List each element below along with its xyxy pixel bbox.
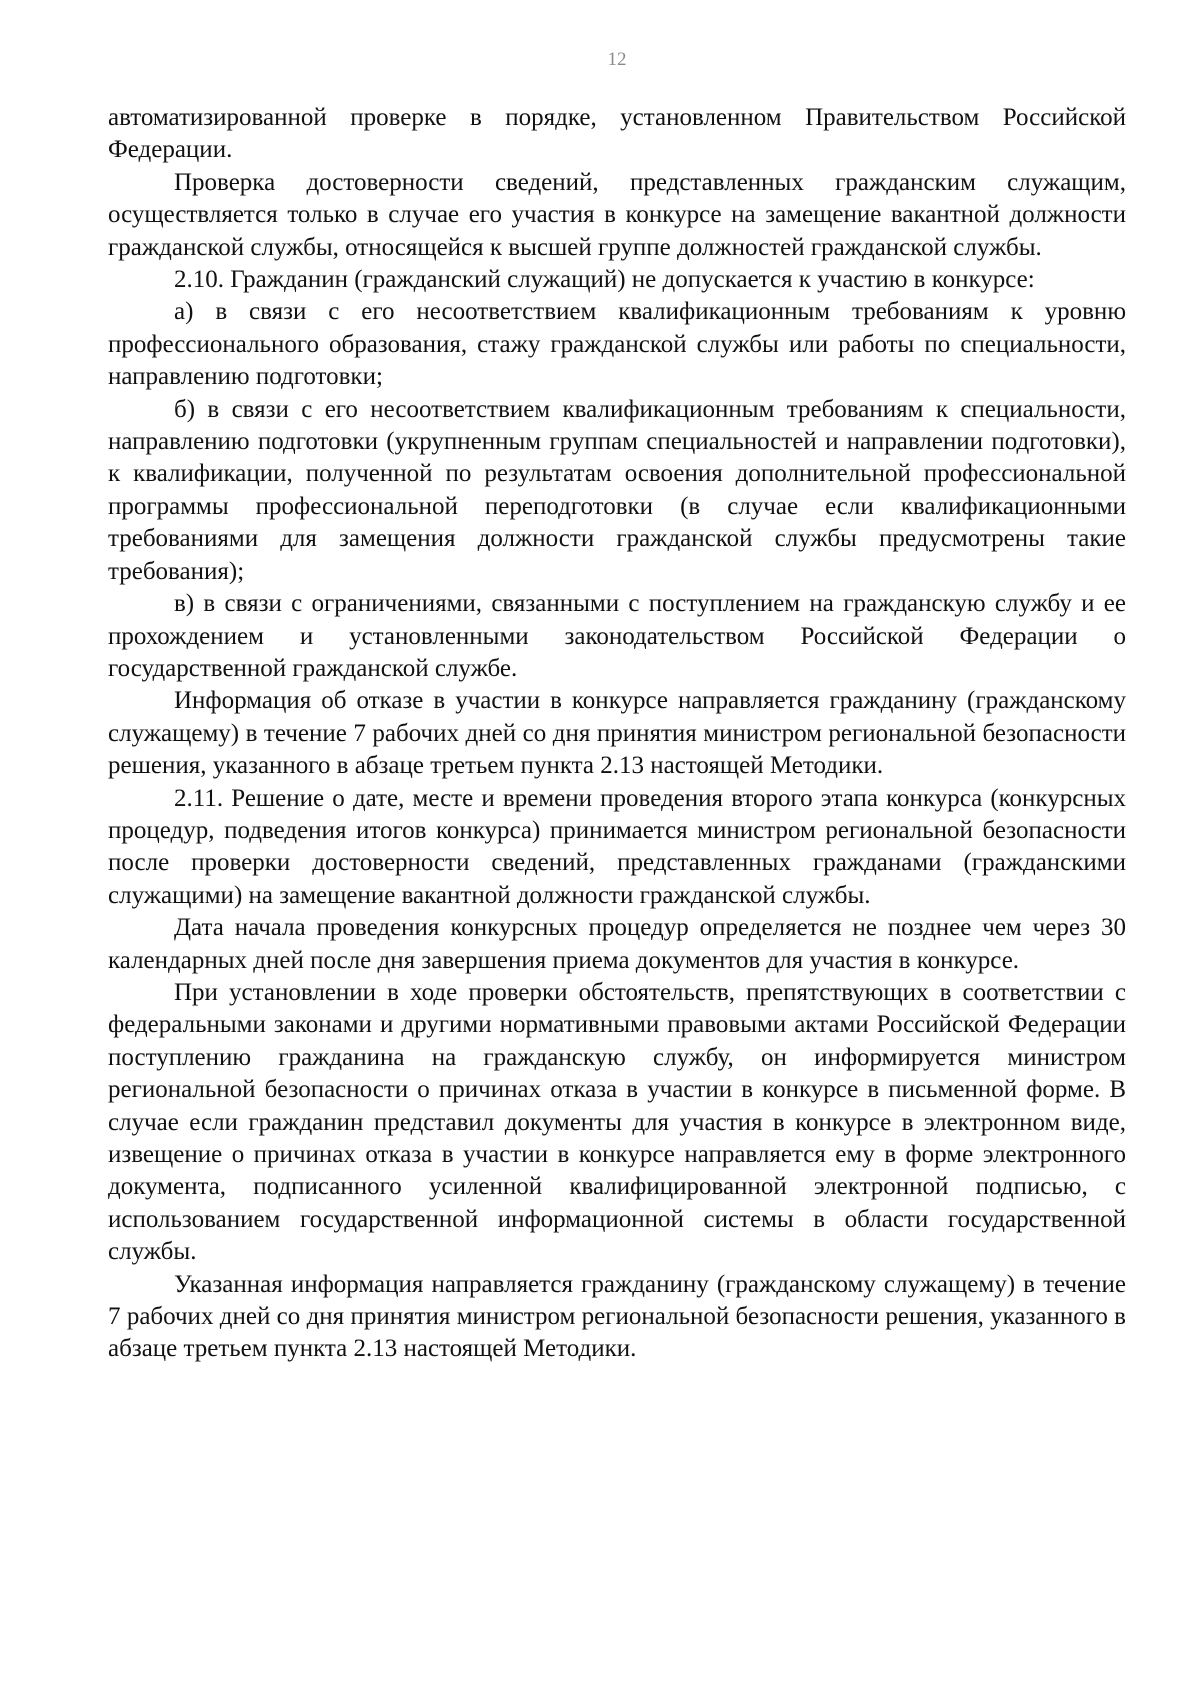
document-body <box>108 102 1126 1366</box>
page-number: 12 <box>607 49 627 70</box>
paragraph-2-11: 2.11. Решение о дате, месте и времени проведения второго этапа конкурса (конкурсных процедур, подведения итогов конкурса) принимается министром региональной безопасности после проверки достоверности сведений, представленных гражданами (гражданскими служащими) на замещение вакантной должности гражданской службы. <box>108 784 1126 909</box>
paragraph-circumstances: При установлении в ходе проверки обстоятельств, препятствующих в соответствии с федеральными законами и другими нормативными правовыми актами Российской Федерации поступлению гражданина на гражданскую службу, он информируется министром региональной безопасности о причинах отказа в участии в конкурсе в письменной форме. В случае если гражданин представил документы для участия в конкурсе в электронном виде, извещение о причинах отказа в участии в конкурсе направляется ему в форме электронного документа, подписанного усиленной квалифицированной электронной подписью, с использованием государственной информационной системы в области государственной службы. <box>108 978 1126 1266</box>
paragraph-continuation: автоматизированной проверке в порядке, установленном Правительством Российской Федерации. <box>108 104 1126 164</box>
paragraph-item-a: а) в связи с его несоответствием квалификационным требованиям к уровню профессионального образования, стажу гражданской службы или работы по специальности, направлению подготовки; <box>108 298 1126 391</box>
paragraph-start-date: Дата начала проведения конкурсных процедур определяется не позднее чем через 30 календарных дней после дня завершения приема документов для участия в конкурсе. <box>108 914 1126 974</box>
paragraph-item-b: б) в связи с его несоответствием квалификационным требованиям к специальности, направлению подготовки (укрупненным группам специальностей и направлении подготовки), к квалификации, полученной по результатам освоения дополнительной профессиональной программы профессиональной переподготовки (в случае если квалификационными требованиями для замещения должности гражданской службы предусмотрены такие требования); <box>108 395 1126 585</box>
paragraph-verification: Проверка достоверности сведений, представленных гражданским служащим, осуществляется только в случае его участия в конкурсе на замещение вакантной должности гражданской службы, относящейся к высшей группе должностей гражданской службы. <box>108 168 1126 261</box>
paragraph-refusal-info: Информация об отказе в участии в конкурсе направляется гражданину (гражданскому служащему) в течение 7 рабочих дней со дня принятия министром региональной безопасности решения, указанного в абзаце третьем пункта 2.13 настоящей Методики. <box>108 687 1126 780</box>
paragraph-2-10: 2.10. Гражданин (гражданский служащий) не допускается к участию в конкурсе: <box>174 266 1035 294</box>
paragraph-item-v: в) в связи с ограничениями, связанными с поступлением на гражданскую службу и ее прохождением и установленными законодательством Российской Федерации о государственной гражданской службе. <box>108 590 1126 682</box>
paragraph-info-sent: Указанная информация направляется гражданину (гражданскому служащему) в течение 7 рабочих дней со дня принятия министром региональной безопасности решения, указанного в абзаце третьем пункта 2.13 настоящей Методики. <box>108 1270 1126 1363</box>
